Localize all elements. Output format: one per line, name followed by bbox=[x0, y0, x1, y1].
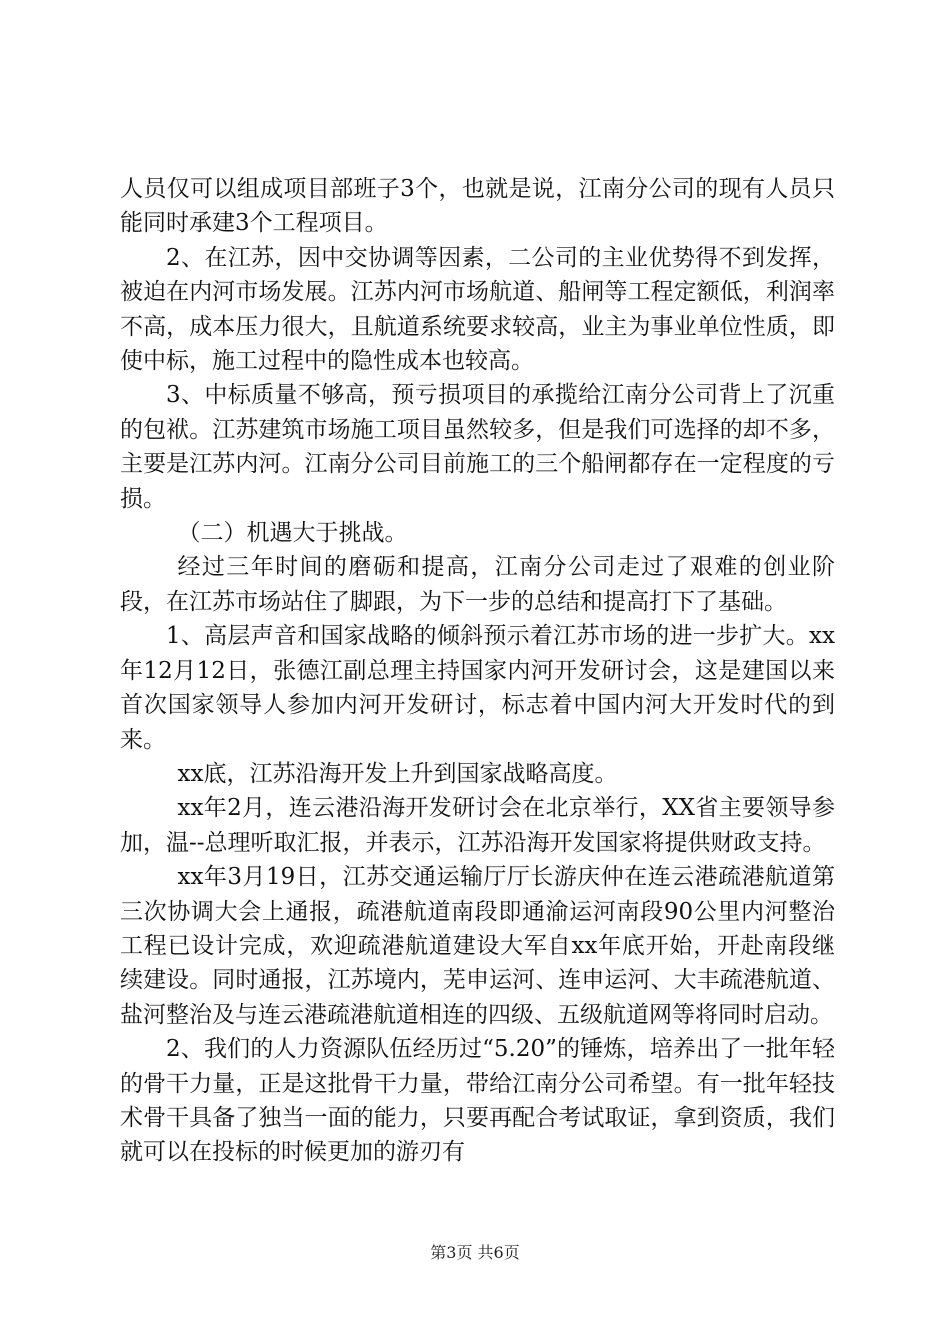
paragraph-seminar: xx年2月，连云港沿海开发研讨会在北京举行，XX省主要领导参加，温--总理听取汇报，并表示，江苏沿海开发国家将提供财政支持。 bbox=[120, 795, 835, 856]
paragraph-intro: 经过三年时间的磨砺和提高，江南分公司走过了艰难的创业阶段，在江苏市场站住了脚跟，为下一步的总结和提高打下了基础。 bbox=[120, 554, 835, 615]
paragraph-waterway: xx年3月19日，江苏交通运输厅厅长游庆仲在连云港疏港航道第三次协调大会上通报，疏港航道南段即通渝运河南段90公里内河整治工程已设计完成，欢迎疏港航道建设大军自xx年底开始，开赴南段继续建设。同时通报，江苏境内，芜申运河、连申运河、大丰疏港航道、盐河整治及与连云港疏港航道相连的四级、五级航道网等将同时启动。 bbox=[120, 864, 835, 1028]
section-heading-opportunities: （二）机遇大于挑战。 bbox=[177, 520, 408, 547]
page-footer: 第3页 共6页 bbox=[430, 1243, 520, 1262]
paragraph-point-3: 3、中标质量不够高，预亏损项目的承揽给江南分公司背上了沉重的包袱。江苏建筑市场施工项目虽然较多，但是我们可选择的却不多，主要是江苏内河。江南分公司目前施工的三个船闸都存在一定程度的亏损。 bbox=[120, 382, 835, 512]
paragraph-human-resources: 2、我们的人力资源队伍经历过“5.20”的锤炼，培养出了一批年轻的骨干力量，正是这批骨干力量，带给江南分公司希望。有一批年轻技术骨干具备了独当一面的能力，只要再配合考试取证，拿到资质，我们就可以在投标的时候更加的游刃有 bbox=[120, 1036, 835, 1166]
paragraph-coastal: xx底，江苏沿海开发上升到国家战略高度。 bbox=[177, 760, 618, 787]
paragraph-point-2: 2、在江苏，因中交协调等因素，二公司的主业优势得不到发挥，被迫在内河市场发展。江苏内河市场航道、船闸等工程定额低，利润率不高，成本压力很大，且航道系统要求较高，业主为事业单位性质，即使中标，施工过程中的隐性成本也较高。 bbox=[120, 244, 835, 375]
paragraph-point-1: 1、高层声音和国家战略的倾斜预示着江苏市场的进一步扩大。xx年12月12日，张德江副总理主持国家内河开发研讨会，这是建国以来首次国家领导人参加内河开发研讨，标志着中国内河大开发时代的到来。 bbox=[120, 623, 835, 753]
paragraph-continuation: 人员仅可以组成项目部班子3个，也就是说，江南分公司的现有人员只能同时承建3个工程项目。 bbox=[120, 176, 835, 237]
document-body bbox=[120, 172, 835, 1170]
